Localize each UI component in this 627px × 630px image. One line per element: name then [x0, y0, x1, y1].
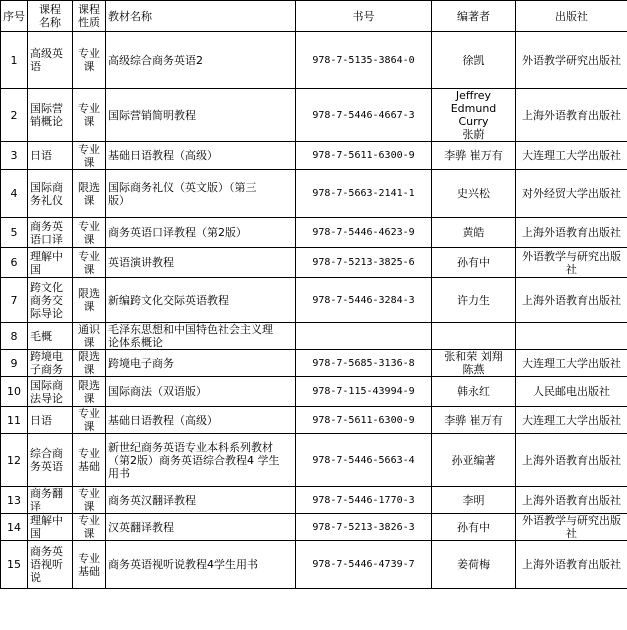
isbn: 978-7-5685-3136-8	[296, 350, 432, 377]
table-row	[1, 541, 627, 589]
textbook-title: 高级综合商务英语2	[106, 32, 296, 89]
textbook-title: 英语演讲教程	[106, 248, 296, 278]
textbook-title: 国际商法（双语版）	[106, 377, 296, 407]
course-type: 专业 课	[73, 248, 106, 278]
publisher: 人民邮电出版社	[516, 377, 627, 407]
row-number: 8	[1, 323, 28, 350]
isbn: 978-7-5446-1770-3	[296, 487, 432, 514]
textbook-title: 商务英语视听说教程4学生用书	[106, 541, 296, 589]
course-name: 跨境电 子商务	[28, 350, 73, 377]
row-number: 11	[1, 407, 28, 434]
row-number: 7	[1, 278, 28, 323]
course-type: 专业 课	[73, 32, 106, 89]
course-type: 通识 课	[73, 323, 106, 350]
isbn: 978-7-5446-3284-3	[296, 278, 432, 323]
course-name: 理解中 国	[28, 248, 73, 278]
table-row	[1, 377, 627, 407]
isbn: 978-7-5213-3825-6	[296, 248, 432, 278]
textbook-title: 跨境电子商务	[106, 350, 296, 377]
row-number: 9	[1, 350, 28, 377]
publisher: 大连理工大学出版社	[516, 407, 627, 434]
author: 黄皓	[432, 218, 516, 248]
table-row	[1, 142, 627, 170]
header-author: 编著者	[432, 1, 516, 32]
publisher: 上海外语教育出版社	[516, 434, 627, 487]
course-name: 高级英 语	[28, 32, 73, 89]
course-type: 专业 课	[73, 142, 106, 170]
table-body	[1, 32, 627, 589]
textbook-title: 新世纪商务英语专业本科系列教材 （第2版）商务英语综合教程4 学生 用书	[106, 434, 296, 487]
header-no: 序号	[1, 1, 28, 32]
author	[432, 323, 516, 350]
textbook-title: 商务英语口译教程（第2版）	[106, 218, 296, 248]
course-name: 国际商 法导论	[28, 377, 73, 407]
textbook-title: 汉英翻译教程	[106, 514, 296, 541]
author: 孙有中	[432, 514, 516, 541]
table-row	[1, 487, 627, 514]
author: 孙亚编著	[432, 434, 516, 487]
course-type: 限选 课	[73, 278, 106, 323]
isbn: 978-7-5213-3826-3	[296, 514, 432, 541]
course-name: 毛概	[28, 323, 73, 350]
publisher: 上海外语教育出版社	[516, 218, 627, 248]
author: 孙有中	[432, 248, 516, 278]
header-row	[1, 1, 627, 32]
row-number: 2	[1, 89, 28, 142]
author: 史兴松	[432, 170, 516, 218]
table-row	[1, 170, 627, 218]
table-row	[1, 323, 627, 350]
course-type: 专业 课	[73, 514, 106, 541]
course-type: 限选 课	[73, 350, 106, 377]
course-name: 跨文化 商务交 际导论	[28, 278, 73, 323]
publisher: 对外经贸大学出版社	[516, 170, 627, 218]
table-row	[1, 248, 627, 278]
publisher: 上海外语教育出版社	[516, 278, 627, 323]
header-type: 课程 性质	[73, 1, 106, 32]
publisher: 大连理工大学出版社	[516, 350, 627, 377]
textbook-title: 国际商务礼仪（英文版）（第三 版）	[106, 170, 296, 218]
course-name: 国际营 销概论	[28, 89, 73, 142]
textbook-title: 基础日语教程（高级）	[106, 142, 296, 170]
publisher: 外语教学研究出版社	[516, 32, 627, 89]
header-isbn: 书号	[296, 1, 432, 32]
course-name: 商务英 语口译	[28, 218, 73, 248]
publisher: 上海外语教育出版社	[516, 89, 627, 142]
author: 李骅 崔万有	[432, 407, 516, 434]
header-publisher: 出版社	[516, 1, 627, 32]
isbn: 978-7-5446-4739-7	[296, 541, 432, 589]
header-course: 课程 名称	[28, 1, 73, 32]
author: 李骅 崔万有	[432, 142, 516, 170]
table-row	[1, 278, 627, 323]
isbn: 978-7-5446-4623-9	[296, 218, 432, 248]
table-row	[1, 514, 627, 541]
isbn: 978-7-5611-6300-9	[296, 407, 432, 434]
textbook-title: 基础日语教程（高级）	[106, 407, 296, 434]
row-number: 13	[1, 487, 28, 514]
row-number: 15	[1, 541, 28, 589]
course-type: 专业 课	[73, 218, 106, 248]
course-name: 日语	[28, 142, 73, 170]
course-type: 专业 基础	[73, 541, 106, 589]
header-book: 教材名称	[106, 1, 296, 32]
table-row	[1, 407, 627, 434]
table-row	[1, 434, 627, 487]
author: Jeffrey Edmund Curry 张蔚	[432, 89, 516, 142]
row-number: 1	[1, 32, 28, 89]
course-name: 理解中 国	[28, 514, 73, 541]
publisher	[516, 323, 627, 350]
course-type: 专业 基础	[73, 434, 106, 487]
isbn: 978-7-5611-6300-9	[296, 142, 432, 170]
course-name: 商务英 语视听 说	[28, 541, 73, 589]
textbook-title: 毛泽东思想和中国特色社会主义理 论体系概论	[106, 323, 296, 350]
publisher: 外语教学与研究出版 社	[516, 248, 627, 278]
row-number: 3	[1, 142, 28, 170]
course-name: 商务翻 译	[28, 487, 73, 514]
isbn: 978-7-5446-5663-4	[296, 434, 432, 487]
author: 徐凯	[432, 32, 516, 89]
table-row	[1, 89, 627, 142]
row-number: 6	[1, 248, 28, 278]
isbn: 978-7-5663-2141-1	[296, 170, 432, 218]
author: 张和荣 刘翔 陈燕	[432, 350, 516, 377]
publisher: 上海外语教育出版社	[516, 487, 627, 514]
author: 韩永红	[432, 377, 516, 407]
isbn: 978-7-5135-3864-0	[296, 32, 432, 89]
row-number: 5	[1, 218, 28, 248]
course-name: 综合商 务英语	[28, 434, 73, 487]
isbn	[296, 323, 432, 350]
course-type: 限选 课	[73, 170, 106, 218]
row-number: 4	[1, 170, 28, 218]
author: 姜荷梅	[432, 541, 516, 589]
course-name: 日语	[28, 407, 73, 434]
course-name: 国际商 务礼仪	[28, 170, 73, 218]
course-type: 专业 课	[73, 407, 106, 434]
publisher: 上海外语教育出版社	[516, 541, 627, 589]
course-type: 专业 课	[73, 487, 106, 514]
table-row	[1, 32, 627, 89]
isbn: 978-7-5446-4667-3	[296, 89, 432, 142]
textbook-title: 新编跨文化交际英语教程	[106, 278, 296, 323]
table-row	[1, 218, 627, 248]
isbn: 978-7-115-43994-9	[296, 377, 432, 407]
course-type: 专业 课	[73, 89, 106, 142]
table-row	[1, 350, 627, 377]
row-number: 14	[1, 514, 28, 541]
row-number: 10	[1, 377, 28, 407]
publisher: 大连理工大学出版社	[516, 142, 627, 170]
publisher: 外语教学与研究出版 社	[516, 514, 627, 541]
author: 李明	[432, 487, 516, 514]
author: 许力生	[432, 278, 516, 323]
textbook-title: 商务英汉翻译教程	[106, 487, 296, 514]
row-number: 12	[1, 434, 28, 487]
course-type: 限选 课	[73, 377, 106, 407]
textbook-title: 国际营销简明教程	[106, 89, 296, 142]
